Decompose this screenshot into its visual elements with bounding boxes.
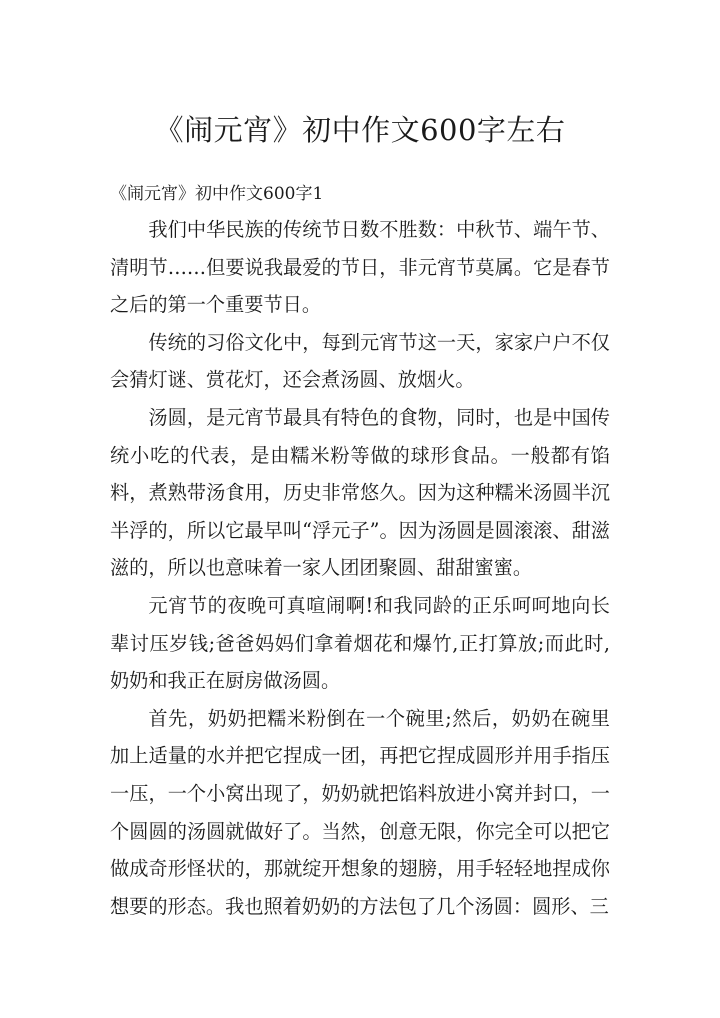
paragraph: 元宵节的夜晚可真喧闹啊!和我同龄的正乐呵呵地向长辈讨压岁钱;爸爸妈妈们拿着烟花和爆竹,正打算放;而此时,奶奶和我正在厨房做汤圆。 <box>110 593 610 693</box>
document-title: 《闹元宵》初中作文600字左右 <box>154 113 566 147</box>
paragraph: 我们中华民族的传统节日数不胜数：中秋节、端午节、清明节……但要说我最爱的节日，非元宵节莫属。它是春节之后的第一个重要节日。 <box>110 218 610 317</box>
document-body <box>110 177 610 925</box>
paragraph: 汤圆，是元宵节最具有特色的食物，同时，也是中国传统小吃的代表，是由糯米粉等做的球形食品。一般都有馅料，煮熟带汤食用，历史非常悠久。因为这种糯米汤圆半沉半浮的，所以它最早叫“浮元子”。因为汤圆是圆滚滚、甜滋滋的，所以也意味着一家人团团聚圆、甜甜蜜蜜。 <box>110 405 610 580</box>
paragraph: 传统的习俗文化中，每到元宵节这一天，家家户户不仅会猜灯谜、赏花灯，还会煮汤圆、放烟火。 <box>110 330 610 392</box>
paragraph: 首先，奶奶把糯米粉倒在一个碗里;然后，奶奶在碗里加上适量的水并把它捏成一团，再把它捏成圆形并用手指压一压，一个小窝出现了，奶奶就把馅料放进小窝并封口，一个圆圆的汤圆就做好了。当然，创意无限，你完全可以把它做成奇形怪状的，那就绽开想象的翅膀，用手轻轻地捏成你想要的形态。我也照着奶奶的方法包了几个汤圆：圆形、三 <box>110 706 610 918</box>
essay-subtitle: 《闹元宵》初中作文600字1 <box>110 184 324 204</box>
